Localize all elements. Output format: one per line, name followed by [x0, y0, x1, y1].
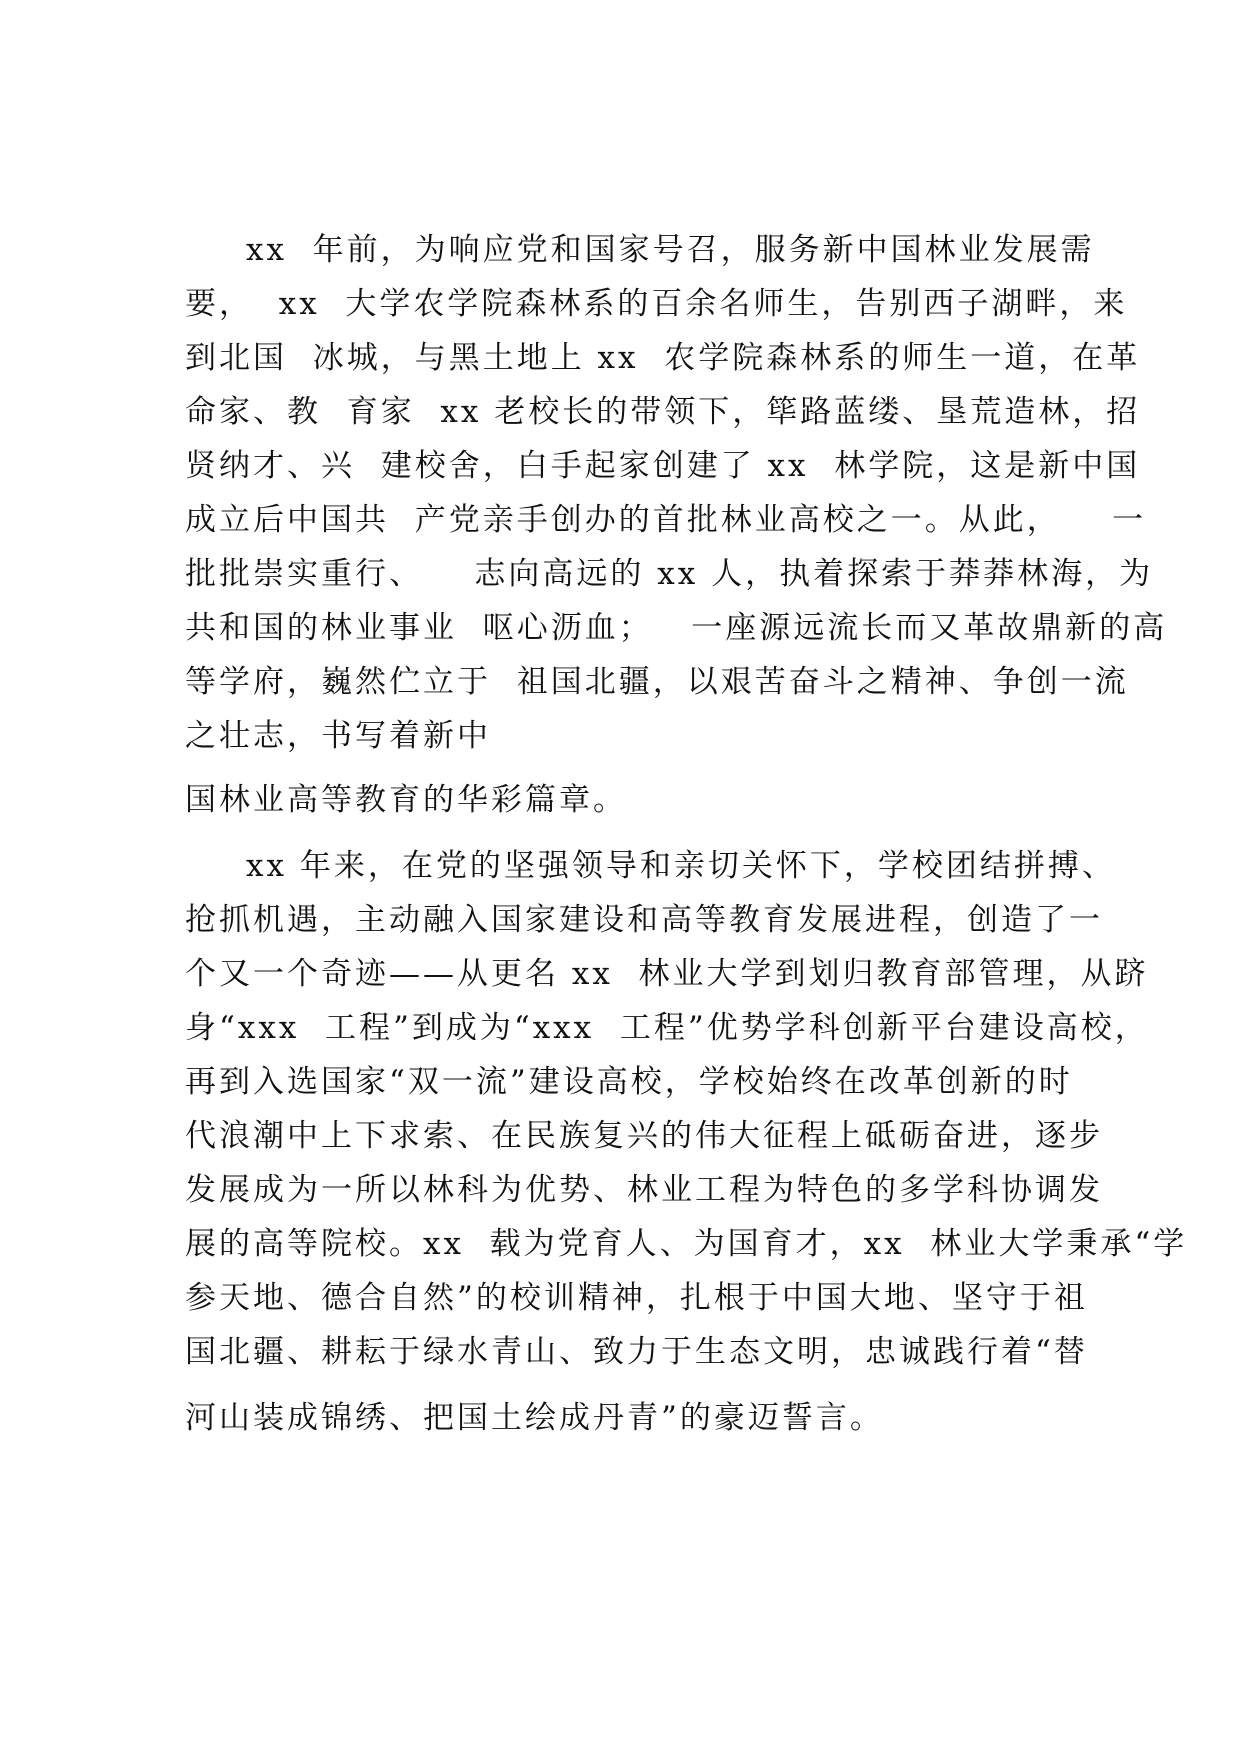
text-line: 再到入选国家“双一流”建设高校，学校始终在改革创新的时 [185, 1064, 1073, 1100]
text-line: 河山装成锦绣、把国土绘成丹青”的豪迈誓言。 [185, 1400, 884, 1436]
text-line: 批批崇实重行、 志向高远的 xx 人，执着探索于莽莽林海，为 [185, 556, 1154, 592]
text-line: 抢抓机遇，主动融入国家建设和高等教育发展进程，创造了一 [185, 902, 1103, 938]
text-line: 共和国的林业事业 呕心沥血； 一座源远流长而又革故鼎新的高 [185, 610, 1168, 646]
text-line: xx 年来，在党的坚强领导和亲切关怀下，学校团结拼搏、 [246, 848, 1116, 884]
text-line: 参天地、德合自然”的校训精神，扎根于中国大地、坚守于祖 [185, 1280, 1088, 1316]
text-line: xx 年前，为响应党和国家号召，服务新中国林业发展需 [246, 232, 1095, 268]
text-line: 代浪潮中上下求索、在民族复兴的伟大征程上砥砺奋进，逐步 [185, 1118, 1103, 1154]
text-line: 个又一个奇迹——从更名 xx 林业大学到划归教育部管理，从跻 [185, 956, 1149, 992]
text-line: 命家、教 育家 xx 老校长的带领下，筚路蓝缕、垦荒造林，招 [185, 394, 1141, 430]
text-line: 要， xx 大学农学院森林系的百余名师生，告别西子湖畔，来 [185, 286, 1128, 322]
text-line: 之壮志，书写着新中 [185, 718, 491, 754]
text-line: 国林业高等教育的华彩篇章。 [185, 782, 627, 818]
text-line: 发展成为一所以林科为优势、林业工程为特色的多学科协调发 [185, 1172, 1103, 1208]
text-line: 贤纳才、兴 建校舍，白手起家创建了 xx 林学院，这是新中国 [185, 448, 1141, 484]
text-line: 身“xxx 工程”到成为“xxx 工程”优势学科创新平台建设高校， [185, 1010, 1149, 1046]
text-line: 等学府，巍然伫立于 祖国北疆，以艰苦奋斗之精神、争创一流 [185, 664, 1129, 700]
text-line: 展的高等院校。xx 载为党育人、为国育才，xx 林业大学秉承“学 [185, 1226, 1188, 1262]
text-line: 到北国 冰城，与黑土地上 xx 农学院森林系的师生一道，在革 [185, 340, 1141, 376]
text-line: 成立后中国共 产党亲手创办的首批林业高校之一。从此， 一 [185, 502, 1147, 538]
text-line: 国北疆、耕耘于绿水青山、致力于生态文明，忠诚践行着“替 [185, 1334, 1088, 1370]
